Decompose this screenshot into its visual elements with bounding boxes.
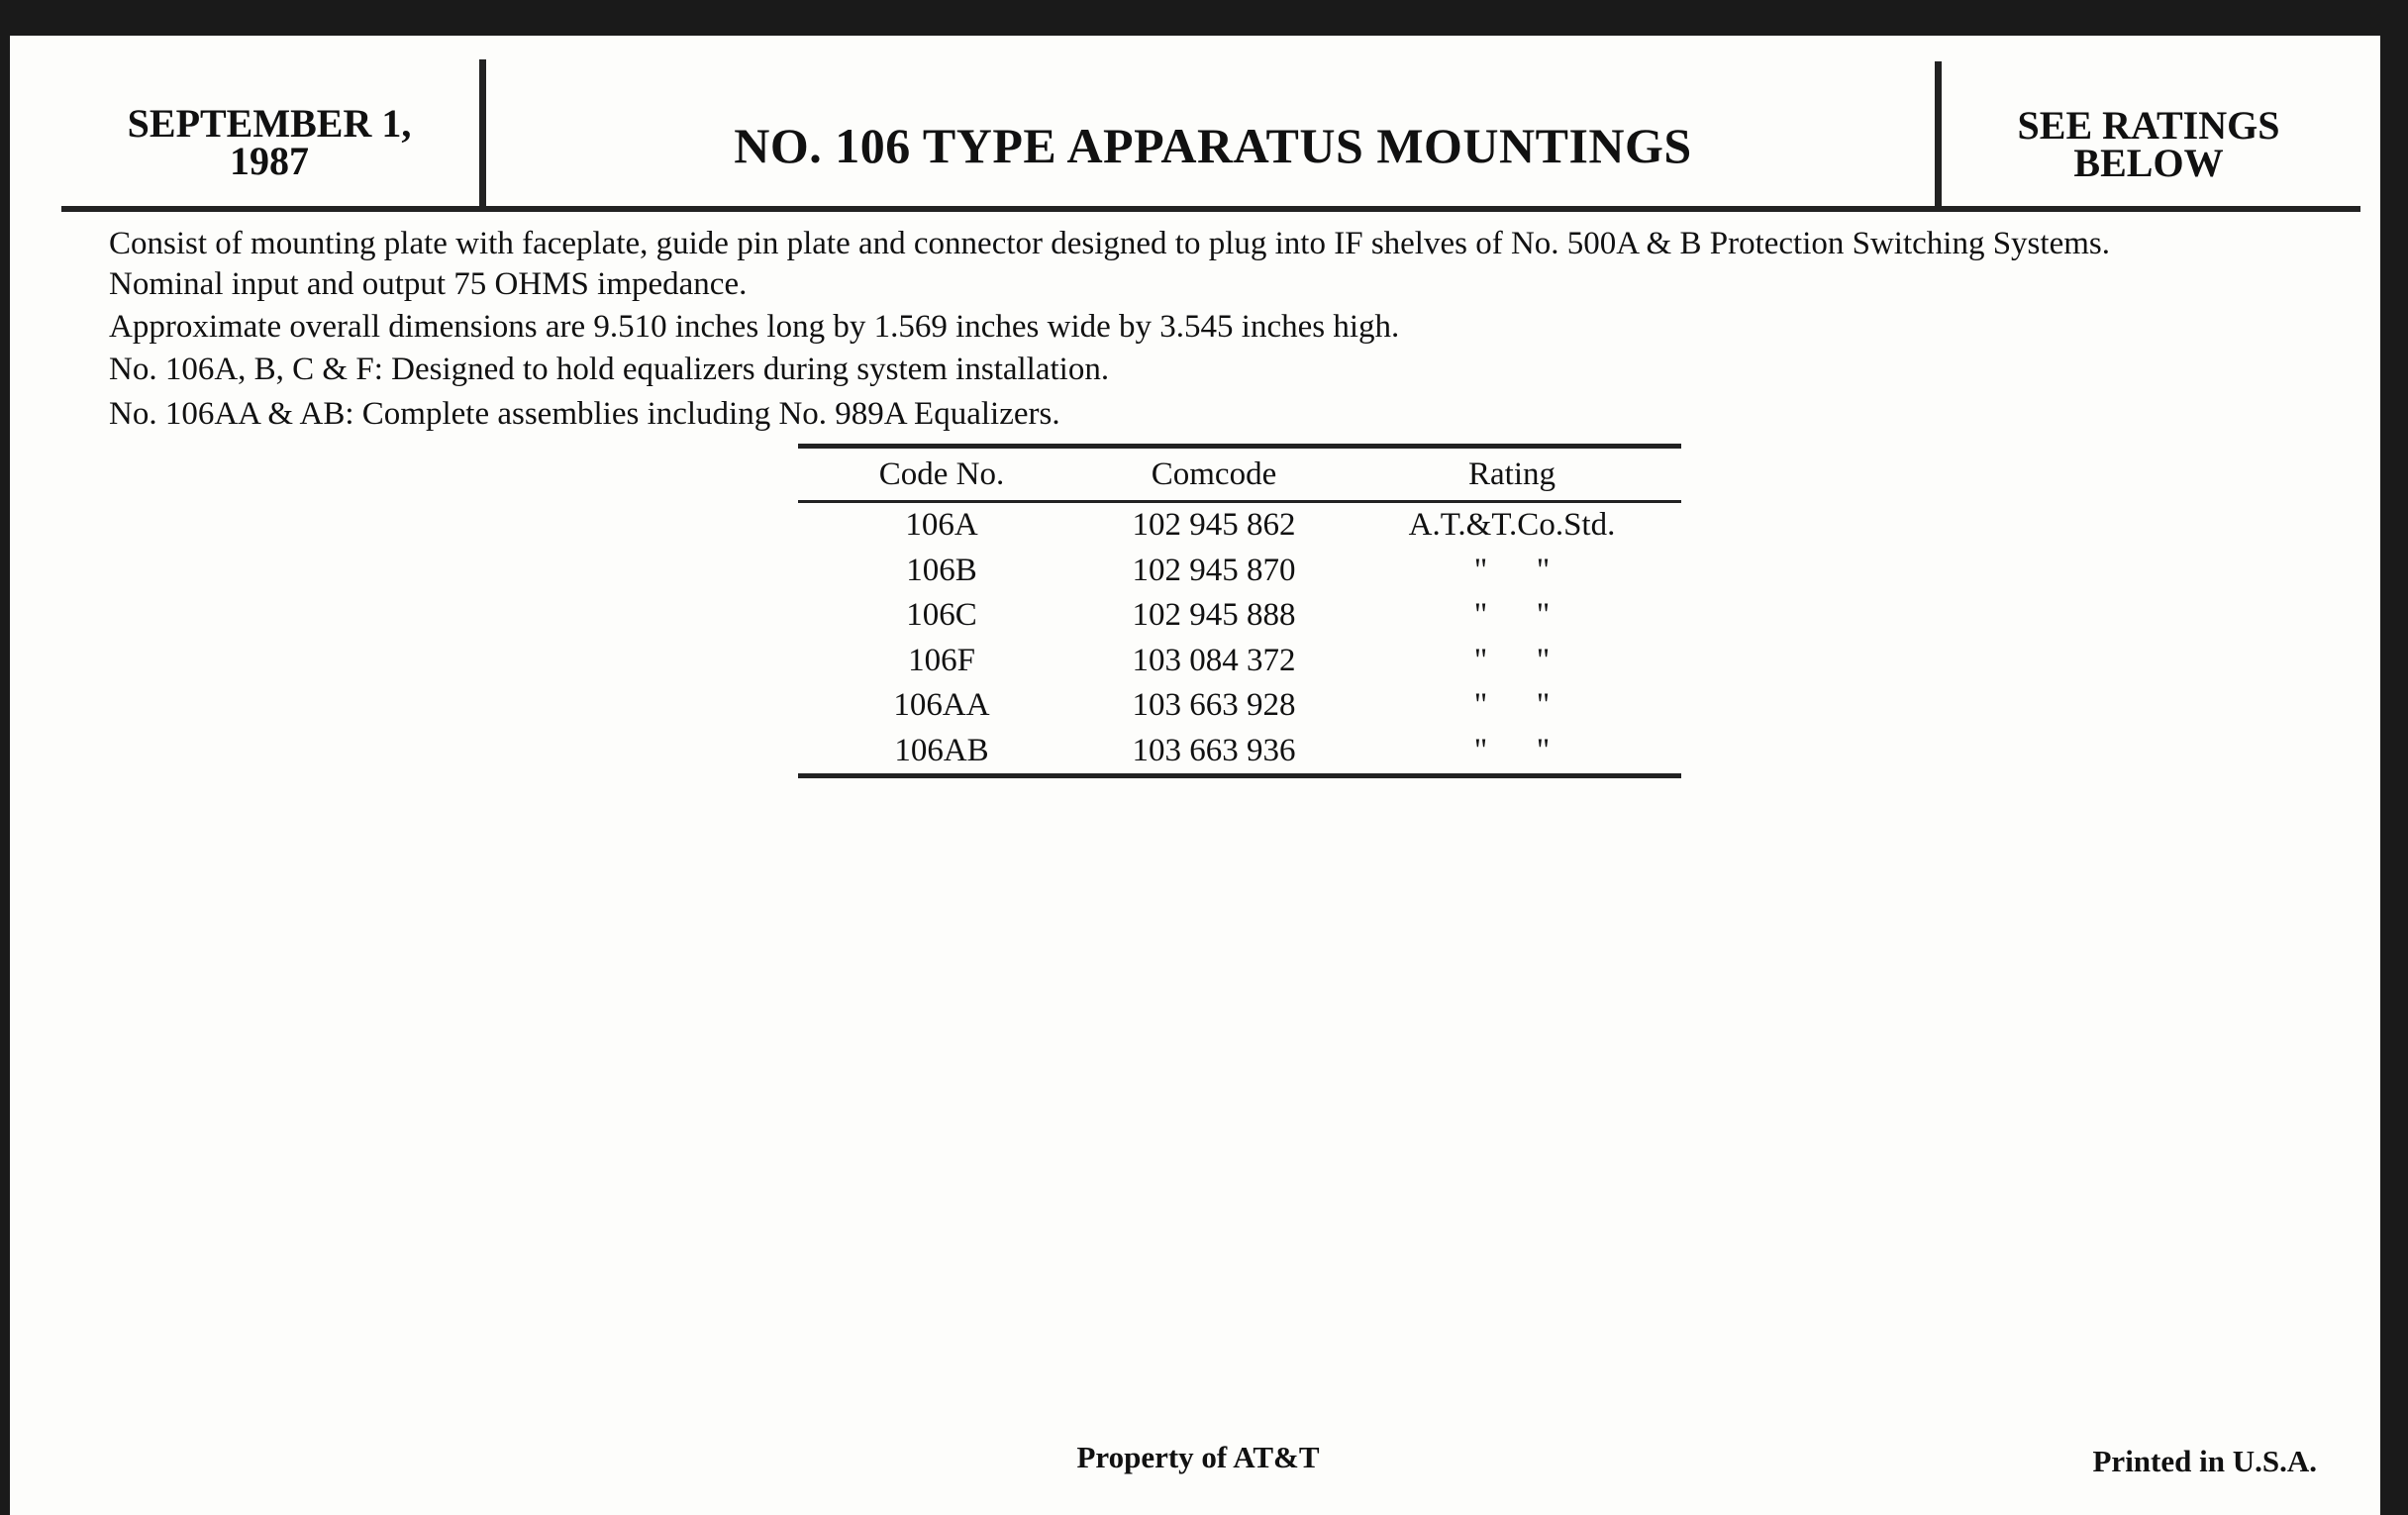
table-row: [798, 639, 1681, 684]
description-line: Nominal input and output 75 OHMS impedance.: [109, 266, 748, 302]
column-header-code: Code No.: [878, 455, 1005, 492]
header-ratings-note: SEE RATINGS BELOW: [2017, 103, 2280, 185]
code-cell: 106A: [905, 507, 978, 544]
comcode-cell: 103 663 928: [1132, 687, 1296, 724]
code-cell: 106AA: [893, 687, 990, 724]
table-row: [798, 683, 1681, 729]
header-rule: [61, 206, 2360, 212]
table-row: [798, 503, 1681, 549]
document-header: [10, 36, 2380, 212]
code-cell: 106F: [908, 642, 975, 678]
rating-cell: " ": [1473, 732, 1551, 768]
description-line: Consist of mounting plate with faceplate, guide pin plate and connector designed to plug into IF shelves of No. 500A & B Protection Switching Systems.: [109, 226, 2110, 261]
table-row: [798, 549, 1681, 594]
column-header-comcode: Comcode: [1151, 455, 1277, 492]
table-bottom-rule: [798, 773, 1681, 778]
rating-cell: " ": [1473, 642, 1551, 678]
description-line: No. 106A, B, C & F: Designed to hold equalizers during system installation.: [109, 352, 1110, 387]
rating-cell: " ": [1473, 597, 1551, 634]
table-row: [798, 729, 1681, 774]
code-cell: 106B: [906, 552, 977, 588]
rating-cell: " ": [1473, 687, 1551, 724]
description-line: Approximate overall dimensions are 9.510 inches long by 1.569 inches wide by 3.545 inches high.: [109, 309, 1400, 345]
header-divider-right: [1935, 61, 1942, 208]
comcode-cell: 102 945 862: [1132, 507, 1296, 544]
comcode-cell: 102 945 870: [1132, 552, 1296, 588]
document-title: NO. 106 TYPE APPARATUS MOUNTINGS: [734, 118, 1692, 173]
footer-printed: Printed in U.S.A.: [2092, 1444, 2317, 1478]
code-cell: 106AB: [894, 732, 989, 768]
ratings-table: [798, 444, 1681, 778]
column-header-rating: Rating: [1468, 455, 1555, 492]
code-cell: 106C: [906, 597, 977, 634]
comcode-cell: 102 945 888: [1132, 597, 1296, 634]
header-date: SEPTEMBER 1, 1987: [127, 101, 412, 183]
document-card: [10, 36, 2380, 1515]
comcode-cell: 103 084 372: [1132, 642, 1296, 678]
table-row: [798, 593, 1681, 639]
footer-property: Property of AT&T: [1076, 1440, 1320, 1474]
description: [109, 224, 2386, 435]
comcode-cell: 103 663 936: [1132, 732, 1296, 768]
rating-cell: A.T.&T.Co.Std.: [1408, 507, 1616, 544]
rating-cell: " ": [1473, 552, 1551, 588]
table-header-row: [798, 449, 1681, 500]
description-line: No. 106AA & AB: Complete assemblies including No. 989A Equalizers.: [109, 396, 1060, 432]
